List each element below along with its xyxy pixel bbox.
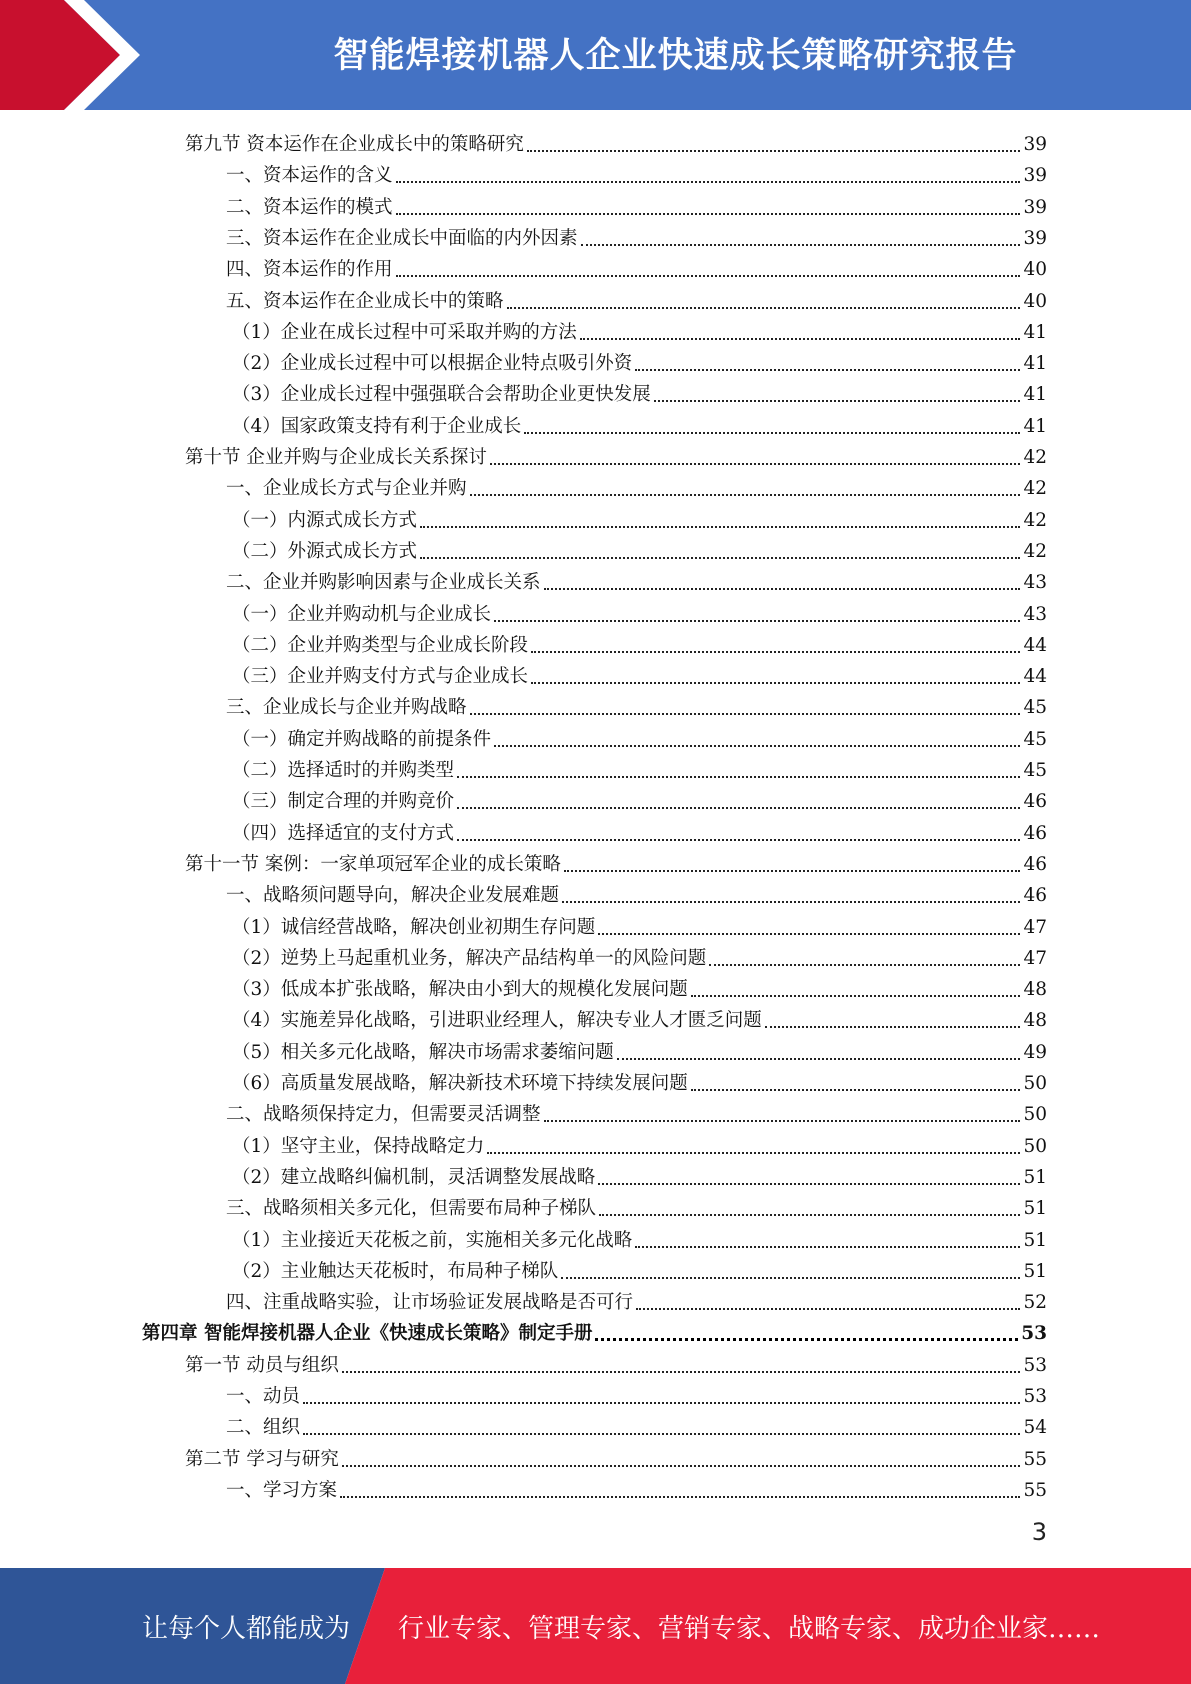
toc-entry-title: （2）逆势上马起重机业务，解决产品结构单一的风险问题: [232, 947, 707, 969]
toc-entry-page: 49: [1023, 1041, 1047, 1063]
toc-entry-title: （3）企业成长过程中强强联合会帮助企业更快发展: [232, 384, 651, 406]
toc-entry-page: 50: [1023, 1073, 1047, 1094]
page-number: 3: [1031, 1518, 1047, 1546]
toc-entry-page: 46: [1023, 885, 1047, 907]
toc-dot-leader: [636, 1308, 1020, 1310]
toc-entry[interactable]: [142, 1316, 1047, 1346]
toc-entry[interactable]: [226, 252, 1047, 282]
toc-dot-leader: [598, 1183, 1020, 1185]
toc-entry-title: 五、资本运作在企业成长中的策略: [226, 290, 504, 312]
toc-dot-leader: [457, 839, 1020, 841]
toc-entry[interactable]: [232, 346, 1047, 376]
toc-entry-page: 51: [1023, 1260, 1047, 1282]
toc-entry-page: 42: [1023, 478, 1047, 500]
toc-entry-page: 54: [1023, 1417, 1047, 1439]
toc-entry-title: （2）建立战略纠偏机制，灵活调整发展战略: [232, 1166, 596, 1188]
header-arrow-decoration: [0, 0, 160, 110]
toc-entry-page: 39: [1023, 196, 1047, 218]
footer-slogan-right: 行业专家、管理专家、营销专家、战略专家、成功企业家……: [398, 1613, 1101, 1644]
toc-entry[interactable]: [232, 315, 1047, 345]
toc-entry-title: （一）企业并购动机与企业成长: [232, 603, 492, 625]
toc-entry-title: 三、资本运作在企业成长中面临的内外因素: [226, 227, 578, 249]
toc-entry[interactable]: [226, 158, 1047, 188]
toc-dot-leader: [691, 995, 1021, 997]
toc-dot-leader: [396, 181, 1021, 183]
toc-dot-leader: [691, 1089, 1021, 1091]
toc-entry-title: （3）低成本扩张战略，解决由小到大的规模化发展问题: [232, 979, 688, 1001]
toc-dot-leader: [490, 463, 1021, 465]
toc-dot-leader: [494, 745, 1020, 747]
toc-entry-title: （1）企业在成长过程中可采取并购的方法: [232, 321, 577, 343]
toc-dot-leader: [564, 870, 1021, 872]
toc-entry-page: 50: [1023, 1135, 1047, 1157]
toc-entry-page: 40: [1023, 259, 1047, 281]
toc-dot-leader: [709, 964, 1020, 966]
toc-entry-title: 第十节 企业并购与企业成长关系探讨: [185, 447, 487, 468]
toc-entry-title: （2）企业成长过程中可以根据企业特点吸引外资: [232, 353, 633, 375]
toc-entry-title: （二）外源式成长方式: [232, 540, 418, 562]
toc-entry[interactable]: [232, 722, 1047, 752]
toc-entry-title: （1）坚守主业，保持战略定力: [232, 1135, 485, 1157]
toc-entry-page: 55: [1023, 1448, 1047, 1470]
toc-entry-page: 44: [1023, 634, 1047, 656]
toc-entry[interactable]: [185, 440, 1047, 470]
toc-entry-page: 51: [1023, 1198, 1047, 1220]
toc-entry-title: （三）制定合理的并购竞价: [232, 791, 455, 813]
toc-entry-page: 43: [1023, 572, 1047, 594]
toc-dot-leader: [635, 369, 1020, 371]
toc-entry-page: 46: [1023, 791, 1047, 813]
page-header: [0, 0, 1191, 110]
toc-dot-leader: [524, 432, 1020, 434]
toc-entry-title: 第九节 资本运作在企业成长中的策略研究: [185, 134, 524, 155]
toc-entry-title: 二、战略须保持定力，但需要灵活调整: [226, 1104, 541, 1126]
toc-entry-title: （一）内源式成长方式: [232, 509, 418, 531]
toc-dot-leader: [580, 338, 1021, 340]
toc-entry-page: 41: [1023, 415, 1047, 437]
toc-entry[interactable]: [232, 1066, 1047, 1096]
toc-dot-leader: [396, 213, 1021, 215]
toc-dot-leader: [420, 557, 1020, 559]
toc-entry[interactable]: [232, 409, 1047, 439]
toc-entry[interactable]: [232, 659, 1047, 689]
toc-entry-title: 三、企业成长与企业并购战略: [226, 697, 467, 719]
toc-entry[interactable]: [226, 1191, 1047, 1221]
toc-dot-leader: [531, 682, 1020, 684]
toc-entry-title: （4）国家政策支持有利于企业成长: [232, 415, 522, 437]
toc-dot-leader: [595, 1338, 1018, 1341]
toc-dot-leader: [765, 1026, 1021, 1028]
toc-entry-title: 一、战略须问题导向，解决企业发展难题: [226, 885, 560, 907]
toc-entry[interactable]: [226, 1097, 1047, 1127]
toc-dot-leader: [342, 1465, 1021, 1467]
toc-entry[interactable]: [232, 1254, 1047, 1284]
toc-entry-title: 四、注重战略实验，让市场验证发展战略是否可行: [226, 1292, 634, 1314]
toc-entry-page: 39: [1023, 227, 1047, 249]
toc-entry-page: 41: [1023, 384, 1047, 406]
toc-entry-title: （1）主业接近天花板之前，实施相关多元化战略: [232, 1229, 633, 1251]
toc-dot-leader: [470, 713, 1021, 715]
toc-entry[interactable]: [232, 534, 1047, 564]
toc-entry-title: 一、资本运作的含义: [226, 165, 393, 187]
toc-entry-page: 45: [1023, 760, 1047, 781]
toc-entry[interactable]: [232, 1035, 1047, 1065]
toc-entry[interactable]: [232, 1160, 1047, 1190]
toc-entry-page: 53: [1023, 1354, 1047, 1376]
toc-dot-leader: [598, 933, 1020, 935]
footer-slogan-left: 让每个人都能成为: [142, 1613, 351, 1644]
toc-entry[interactable]: [232, 972, 1047, 1002]
toc-entry-page: 46: [1023, 822, 1047, 844]
toc-entry-title: （2）主业触达天花板时，布局种子梯队: [232, 1260, 559, 1282]
toc-entry[interactable]: [226, 284, 1047, 314]
toc-entry[interactable]: [185, 1348, 1047, 1378]
toc-entry[interactable]: [226, 1379, 1047, 1409]
toc-dot-leader: [599, 1214, 1020, 1216]
toc-entry-title: 三、战略须相关多元化，但需要布局种子梯队: [226, 1198, 597, 1220]
toc-dot-leader: [507, 307, 1021, 309]
toc-dot-leader: [487, 1152, 1020, 1154]
toc-dot-leader: [340, 1496, 1020, 1498]
toc-entry-title: （1）诚信经营战略，解决创业初期生存问题: [232, 916, 596, 938]
toc-entry-page: 51: [1023, 1229, 1047, 1251]
toc-dot-leader: [544, 588, 1021, 590]
toc-entry-title: 一、企业成长方式与企业并购: [226, 478, 467, 500]
toc-entry-title: 一、学习方案: [226, 1479, 338, 1501]
toc-entry[interactable]: [232, 377, 1047, 407]
toc-entry-title: （二）选择适时的并购类型: [232, 760, 455, 781]
toc-entry-page: 53: [1023, 1386, 1047, 1407]
toc-entry[interactable]: [232, 816, 1047, 846]
toc-entry-title: （四）选择适宜的支付方式: [232, 822, 455, 844]
toc-entry[interactable]: [232, 628, 1047, 658]
toc-dot-leader: [457, 776, 1020, 778]
page-footer: [0, 1568, 1191, 1684]
toc-entry[interactable]: [232, 910, 1047, 940]
toc-dot-leader: [581, 244, 1021, 246]
toc-dot-leader: [544, 1120, 1021, 1122]
toc-entry-title: 二、企业并购影响因素与企业成长关系: [226, 572, 541, 594]
toc-entry[interactable]: [226, 190, 1047, 220]
toc-entry-title: （二）企业并购类型与企业成长阶段: [232, 634, 529, 656]
toc-dot-leader: [561, 1277, 1020, 1279]
toc-entry-title: （4）实施差异化战略，引进职业经理人，解决专业人才匮乏问题: [232, 1010, 762, 1032]
toc-entry-page: 40: [1023, 290, 1047, 312]
toc-entry-title: （一）确定并购战略的前提条件: [232, 728, 492, 750]
toc-dot-leader: [303, 1433, 1020, 1435]
toc-entry[interactable]: [232, 1003, 1047, 1033]
toc-dot-leader: [531, 651, 1020, 653]
toc-entry-page: 50: [1023, 1104, 1047, 1126]
toc-entry[interactable]: [185, 127, 1047, 157]
toc-entry[interactable]: [232, 503, 1047, 533]
toc-entry[interactable]: [185, 847, 1047, 877]
toc-entry-page: 39: [1023, 134, 1047, 155]
toc-entry-title: 二、组织: [226, 1417, 301, 1439]
toc-entry-page: 48: [1023, 979, 1047, 1001]
toc-dot-leader: [617, 1058, 1021, 1060]
report-title: 智能焊接机器人企业快速成长策略研究报告: [333, 36, 1018, 76]
toc-entry-page: 39: [1023, 165, 1047, 187]
toc-entry-title: 一、动员: [226, 1386, 301, 1407]
toc-entry-page: 52: [1023, 1292, 1047, 1314]
toc-dot-leader: [396, 275, 1021, 277]
toc-entry[interactable]: [226, 1473, 1047, 1503]
toc-entry[interactable]: [226, 1285, 1047, 1315]
toc-entry-title: （三）企业并购支付方式与企业成长: [232, 666, 529, 688]
toc-entry-page: 48: [1023, 1010, 1047, 1032]
toc-entry-page: 45: [1023, 697, 1047, 719]
toc-entry[interactable]: [232, 597, 1047, 627]
toc-entry-page: 47: [1023, 916, 1047, 938]
toc-entry-page: 43: [1023, 603, 1047, 625]
toc-entry-page: 42: [1023, 540, 1047, 562]
toc-entry[interactable]: [232, 1129, 1047, 1159]
toc-entry[interactable]: [232, 784, 1047, 814]
toc-entry[interactable]: [226, 690, 1047, 720]
toc-entry[interactable]: [232, 753, 1047, 783]
toc-dot-leader: [635, 1246, 1020, 1248]
toc-entry-page: 45: [1023, 728, 1047, 750]
toc-dot-leader: [527, 150, 1021, 152]
toc-entry-page: 42: [1023, 447, 1047, 468]
toc-entry-title: 第二节 学习与研究: [185, 1448, 339, 1470]
toc-dot-leader: [303, 1402, 1020, 1404]
toc-entry[interactable]: [226, 565, 1047, 595]
toc-dot-leader: [494, 620, 1020, 622]
toc-entry-page: 41: [1023, 321, 1047, 343]
toc-entry-title: 二、资本运作的模式: [226, 196, 393, 218]
toc-entry-title: 第四章 智能焊接机器人企业《快速成长策略》制定手册: [142, 1323, 593, 1345]
toc-dot-leader: [457, 807, 1020, 809]
toc-entry-page: 53: [1021, 1323, 1047, 1345]
toc-entry-page: 42: [1023, 509, 1047, 531]
toc-entry-title: 第十一节 案例：一家单项冠军企业的成长策略: [185, 853, 561, 875]
toc-dot-leader: [470, 494, 1021, 496]
toc-dot-leader: [654, 400, 1021, 402]
toc-entry[interactable]: [226, 1410, 1047, 1440]
toc-entry-page: 46: [1023, 853, 1047, 875]
toc-entry[interactable]: [226, 878, 1047, 908]
toc-entry[interactable]: [232, 1223, 1047, 1253]
toc-entry-page: 47: [1023, 947, 1047, 969]
toc-entry[interactable]: [226, 221, 1047, 251]
toc-entry[interactable]: [232, 941, 1047, 971]
toc-entry-page: 41: [1023, 353, 1047, 375]
toc-entry-title: （6）高质量发展战略，解决新技术环境下持续发展问题: [232, 1073, 688, 1094]
toc-entry-title: 四、资本运作的作用: [226, 259, 393, 281]
toc-dot-leader: [420, 526, 1020, 528]
toc-entry[interactable]: [226, 471, 1047, 501]
toc-entry[interactable]: [185, 1442, 1047, 1472]
toc-dot-leader: [562, 901, 1020, 903]
toc-entry-title: （5）相关多元化战略，解决市场需求萎缩问题: [232, 1041, 614, 1063]
toc-entry-page: 55: [1023, 1479, 1047, 1501]
toc-entry-page: 51: [1023, 1166, 1047, 1188]
toc-dot-leader: [342, 1371, 1021, 1373]
toc-entry-title: 第一节 动员与组织: [185, 1354, 339, 1376]
toc-entry-page: 44: [1023, 666, 1047, 688]
